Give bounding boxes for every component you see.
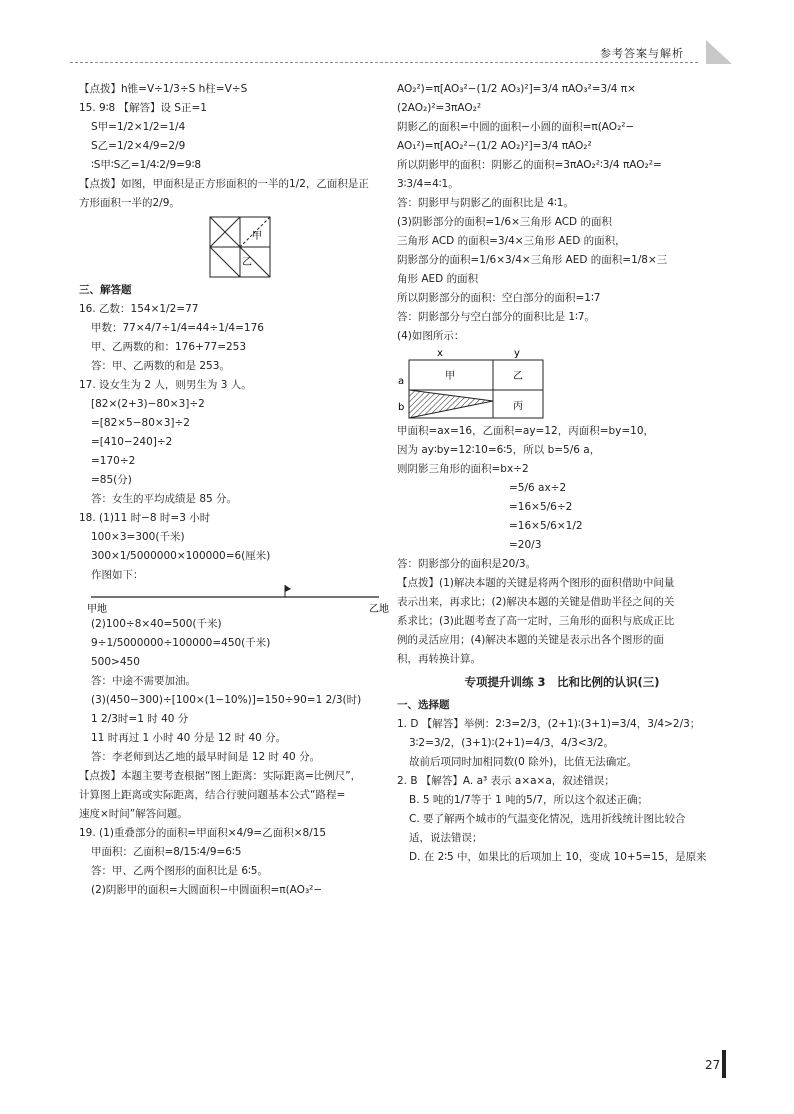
- text-line: 作图如下：: [91, 569, 144, 581]
- page-number: 27: [705, 1058, 721, 1072]
- text-line: 方形面积一半的2/9。: [79, 197, 180, 209]
- topic-title: 专项提升训练 3 比和比例的认识(三): [464, 675, 660, 689]
- text-line: 角形 AED 的面积: [397, 273, 479, 285]
- text-line: (3)阴影部分的面积=1/6×三角形 ACD 的面积: [397, 216, 612, 228]
- text-line: 例的灵活应用；(4)解决本题的关键是表示出各个图形的面: [397, 634, 664, 646]
- text-line: 19. (1)重叠部分的面积=甲面积×4/9=乙面积×8/15: [79, 827, 327, 839]
- text-line: 3∶2=3/2，(3+1)∶(2+1)=4/3，4/3<3/2。: [409, 737, 615, 749]
- text-line: (2)阴影甲的面积=大圆面积−中圆面积=π(AO₃²−: [91, 884, 323, 896]
- left-column: [79, 80, 409, 900]
- text-line: 答：中途不需要加油。: [91, 675, 196, 687]
- text-line: (3)(450−300)÷[100×(1−10%)]=150÷90=1 2/3(时): [91, 694, 362, 706]
- text-line: 100×3=300(千米): [91, 531, 185, 543]
- text-line: 所以阴影甲的面积：阴影乙的面积=3πAO₂²∶3/4 πAO₂²=: [397, 159, 662, 171]
- text-line: 500>450: [91, 656, 140, 668]
- text-line: 三角形 ACD 的面积=3/4×三角形 AED 的面积，: [397, 235, 626, 247]
- text-line: 15. 9∶8 【解答】设 S正=1: [79, 102, 207, 114]
- text-line: 【点拨】h锥=V÷1/3÷S h柱=V÷S: [79, 83, 248, 95]
- label-start: 甲地: [87, 604, 107, 615]
- text-line: 答：女生的平均成绩是 85 分。: [91, 493, 238, 505]
- text-line: 甲面积：乙面积=8/15∶4/9=6∶5: [91, 846, 242, 858]
- text-line: =[82×5−80×3]÷2: [91, 417, 190, 429]
- text-line: 甲数：77×4/7÷1/4=44÷1/4=176: [91, 322, 264, 334]
- text-line: =5/6 ax÷2: [509, 482, 567, 494]
- text-line: (2)100÷8×40=500(千米): [91, 618, 222, 630]
- text-line: (2AO₂)²=3πAO₂²: [397, 102, 482, 114]
- text-line: 积，再转换计算。: [397, 653, 481, 665]
- text-line: D. 在 2∶5 中，如果比的后项加上 10，变成 10+5=15，是原来: [409, 851, 707, 863]
- label-jia-cell: 甲: [445, 371, 455, 382]
- text-line: 系求比；(3)此题考查了高一定时，三角形的面积与底成正比: [397, 615, 675, 627]
- text-line: =20/3: [509, 539, 542, 551]
- section-heading: 三、解答题: [79, 284, 132, 296]
- header-corner-mark: [706, 40, 732, 64]
- text-line: S甲=1/2×1/2=1/4: [91, 121, 186, 133]
- text-line: 表示出来，再求比；(2)解决本题的关键是借助半径之间的关: [397, 596, 675, 608]
- text-line: 答：阴影部分的面积是20/3。: [397, 558, 537, 570]
- text-line: ∶S甲∶S乙=1/4∶2/9=9∶8: [91, 159, 202, 171]
- text-line: 11 时再过 1 小时 40 分是 12 时 40 分。: [91, 732, 287, 744]
- text-line: 1 2/3时=1 时 40 分: [91, 713, 189, 725]
- route-line-figure: [79, 585, 409, 615]
- rectangle-grid-figure: [397, 346, 727, 422]
- text-line: 300×1/5000000×100000=6(厘米): [91, 550, 271, 562]
- text-line: 【点拨】如图，甲面积是正方形面积的一半的1/2，乙面积是正: [79, 178, 369, 190]
- text-line: 2. B 【解答】A. a³ 表示 a×a×a，叙述错误；: [397, 775, 615, 787]
- square-figure: [79, 213, 409, 281]
- label-x: x: [437, 348, 443, 359]
- label-bing-cell: 丙: [513, 401, 523, 412]
- text-line: 答：阴影甲与阴影乙的面积比是 4∶1。: [397, 197, 574, 209]
- text-line: 【点拨】(1)解决本题的关键是将两个图形的面积借助中间量: [397, 577, 675, 589]
- text-line: 阴影部分的面积=1/6×3/4×三角形 AED 的面积=1/8×三: [397, 254, 668, 266]
- label-jia: 甲: [252, 231, 262, 242]
- text-line: C. 要了解两个城市的气温变化情况，选用折线统计图比较合: [409, 813, 686, 825]
- text-line: =170÷2: [91, 455, 136, 467]
- right-column: [397, 80, 727, 867]
- page-edge-bar: [722, 1050, 726, 1078]
- text-line: =[410−240]÷2: [91, 436, 173, 448]
- label-a: a: [398, 376, 405, 387]
- text-line: 【点拨】本题主要考查根据“图上距离：实际距离=比例尺”，: [79, 770, 362, 782]
- text-line: 9÷1/5000000÷100000=450(千米): [91, 637, 271, 649]
- label-y: y: [514, 348, 520, 359]
- text-line: 因为 ay∶by=12∶10=6∶5，所以 b=5/6 a，: [397, 444, 601, 456]
- text-line: 答：甲、乙两数的和是 253。: [91, 360, 230, 372]
- label-end: 乙地: [369, 604, 389, 615]
- header-rule: [70, 62, 698, 63]
- text-line: 适，说法错误；: [409, 832, 483, 844]
- text-line: (4)如图所示：: [397, 330, 465, 342]
- text-line: =16×5/6÷2: [509, 501, 573, 513]
- label-yi-cell: 乙: [513, 371, 523, 382]
- text-line: 速度×时间”解答问题。: [79, 808, 188, 820]
- text-line: 阴影乙的面积=中圆的面积−小圆的面积=π(AO₂²−: [397, 121, 635, 133]
- text-line: 则阴影三角形的面积=bx÷2: [397, 463, 529, 475]
- label-yi: 乙: [242, 257, 252, 268]
- text-line: 18. (1)11 时−8 时=3 小时: [79, 512, 211, 524]
- text-line: 答：阴影部分与空白部分的面积比是 1∶7。: [397, 311, 595, 323]
- text-line: 17. 设女生为 2 人，则男生为 3 人。: [79, 379, 252, 391]
- text-line: B. 5 吨的1/7等于 1 吨的5/7，所以这个叙述正确；: [409, 794, 649, 806]
- section-heading: 一、选择题: [397, 699, 450, 711]
- text-line: =16×5/6×1/2: [509, 520, 583, 532]
- text-line: AO₂²)=π[AO₃²−(1/2 AO₃)²]=3/4 πAO₃²=3/4 π×: [397, 83, 636, 95]
- text-line: 1. D 【解答】举例：2∶3=2/3，(2+1)∶(3+1)=3/4，3/4>2/3；: [397, 718, 701, 730]
- text-line: [82×(2+3)−80×3]÷2: [91, 398, 205, 410]
- text-line: 答：甲、乙两个图形的面积比是 6∶5。: [91, 865, 268, 877]
- text-line: 16. 乙数：154×1/2=77: [79, 303, 199, 315]
- header-title: 参考答案与解析: [600, 47, 684, 60]
- text-line: AO₁²)=π[AO₂²−(1/2 AO₂)²]=3/4 πAO₂²: [397, 140, 592, 152]
- text-line: 3∶3/4=4∶1。: [397, 178, 459, 190]
- text-line: 答：李老师到达乙地的最早时间是 12 时 40 分。: [91, 751, 321, 763]
- text-line: 甲、乙两数的和：176+77=253: [91, 341, 247, 353]
- text-line: 故前后项同时加相同数(0 除外)，比值无法确定。: [409, 756, 638, 768]
- text-line: 计算图上距离或实际距离，结合行驶问题基本公式“路程=: [79, 789, 346, 801]
- text-line: 甲面积=ax=16，乙面积=ay=12，丙面积=by=10，: [397, 425, 655, 437]
- label-b: b: [398, 402, 405, 413]
- text-line: S乙=1/2×4/9=2/9: [91, 140, 186, 152]
- text-line: 所以阴影部分的面积：空白部分的面积=1∶7: [397, 292, 601, 304]
- text-line: =85(分): [91, 474, 132, 486]
